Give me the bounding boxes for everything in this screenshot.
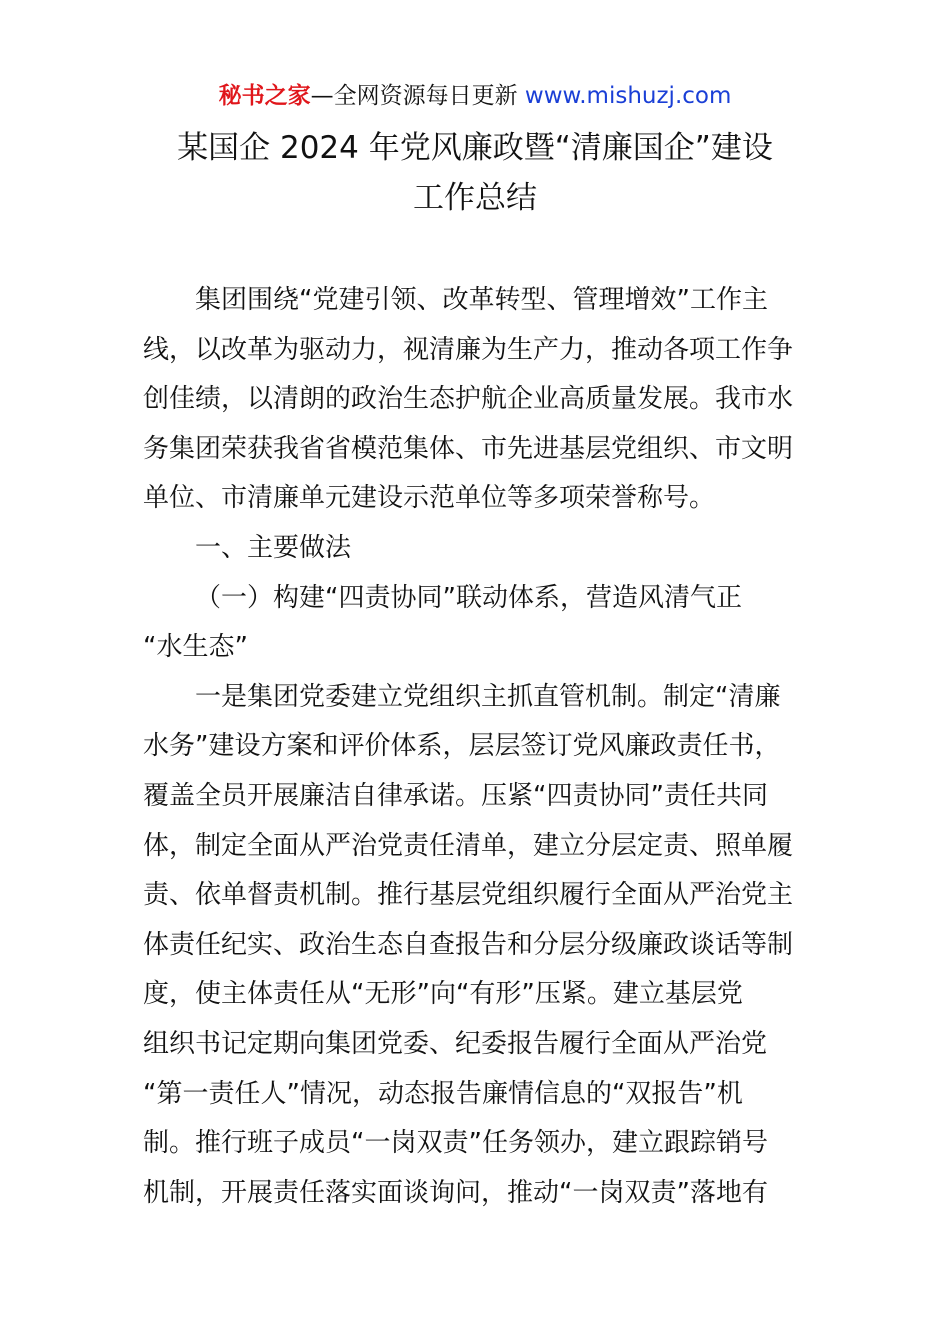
paragraph-line: 创佳绩，以清朗的政治生态护航企业高质量发展。我市水 bbox=[143, 384, 794, 415]
paragraph-line: 体责任纪实、政治生态自查报告和分层分级廉政谈话等制 bbox=[143, 929, 794, 960]
subsection-heading-cont: “水生态” bbox=[143, 632, 248, 663]
paragraph-line: 度，使主体责任从“无形”向“有形”压紧。建立基层党 bbox=[143, 979, 743, 1010]
paragraph-line: 集团围绕“党建引领、改革转型、管理增效”工作主 bbox=[195, 285, 768, 315]
site-url-link[interactable]: www.mishuzj.com bbox=[524, 83, 732, 109]
banner-separator: — bbox=[310, 83, 334, 109]
paragraph-line: 覆盖全员开展廉洁自律承诺。压紧“四责协同”责任共同 bbox=[143, 780, 768, 811]
paragraph-line: 一是集团党委建立党组织主抓直管机制。制定“清廉 bbox=[195, 681, 781, 712]
paragraph-line: 单位、市清廉单元建设示范单位等多项荣誉称号。 bbox=[143, 483, 716, 514]
section-heading: 一、主要做法 bbox=[195, 532, 352, 563]
site-banner bbox=[0, 80, 950, 112]
paragraph-line: 水务”建设方案和评价体系，层层签订党风廉政责任书， bbox=[143, 731, 781, 762]
paragraph-line: 机制，开展责任落实面谈询问，推动“一岗双责”落地有 bbox=[143, 1177, 768, 1208]
document-title-line-1: 某国企 2024 年党风廉政暨“清廉国企”建设 bbox=[177, 130, 773, 166]
paragraph-line: 组织书记定期向集团党委、纪委报告履行全面从严治党 bbox=[143, 1028, 768, 1059]
paragraph-line: 线，以改革为驱动力，视清廉为生产力，推动各项工作争 bbox=[143, 334, 794, 365]
document-body bbox=[143, 276, 807, 1218]
banner-tagline: 全网资源每日更新 bbox=[333, 83, 518, 109]
subsection-heading: （一）构建“四责协同”联动体系，营造风清气正 bbox=[195, 582, 742, 613]
paragraph-line: 责、依单督责机制。推行基层党组织履行全面从严治党主 bbox=[143, 880, 794, 911]
paragraph-line: 务集团荣获我省省模范集体、市先进基层党组织、市文明 bbox=[143, 433, 794, 464]
paragraph-line: 体，制定全面从严治党责任清单，建立分层定责、照单履 bbox=[143, 830, 794, 861]
paragraph-line: “第一责任人”情况，动态报告廉情信息的“双报告”机 bbox=[143, 1078, 743, 1109]
paragraph-line: 制。推行班子成员“一岗双责”任务领办，建立跟踪销号 bbox=[143, 1128, 768, 1159]
document-title-line-2: 工作总结 bbox=[413, 180, 537, 216]
brand-name: 秘书之家 bbox=[218, 83, 311, 109]
